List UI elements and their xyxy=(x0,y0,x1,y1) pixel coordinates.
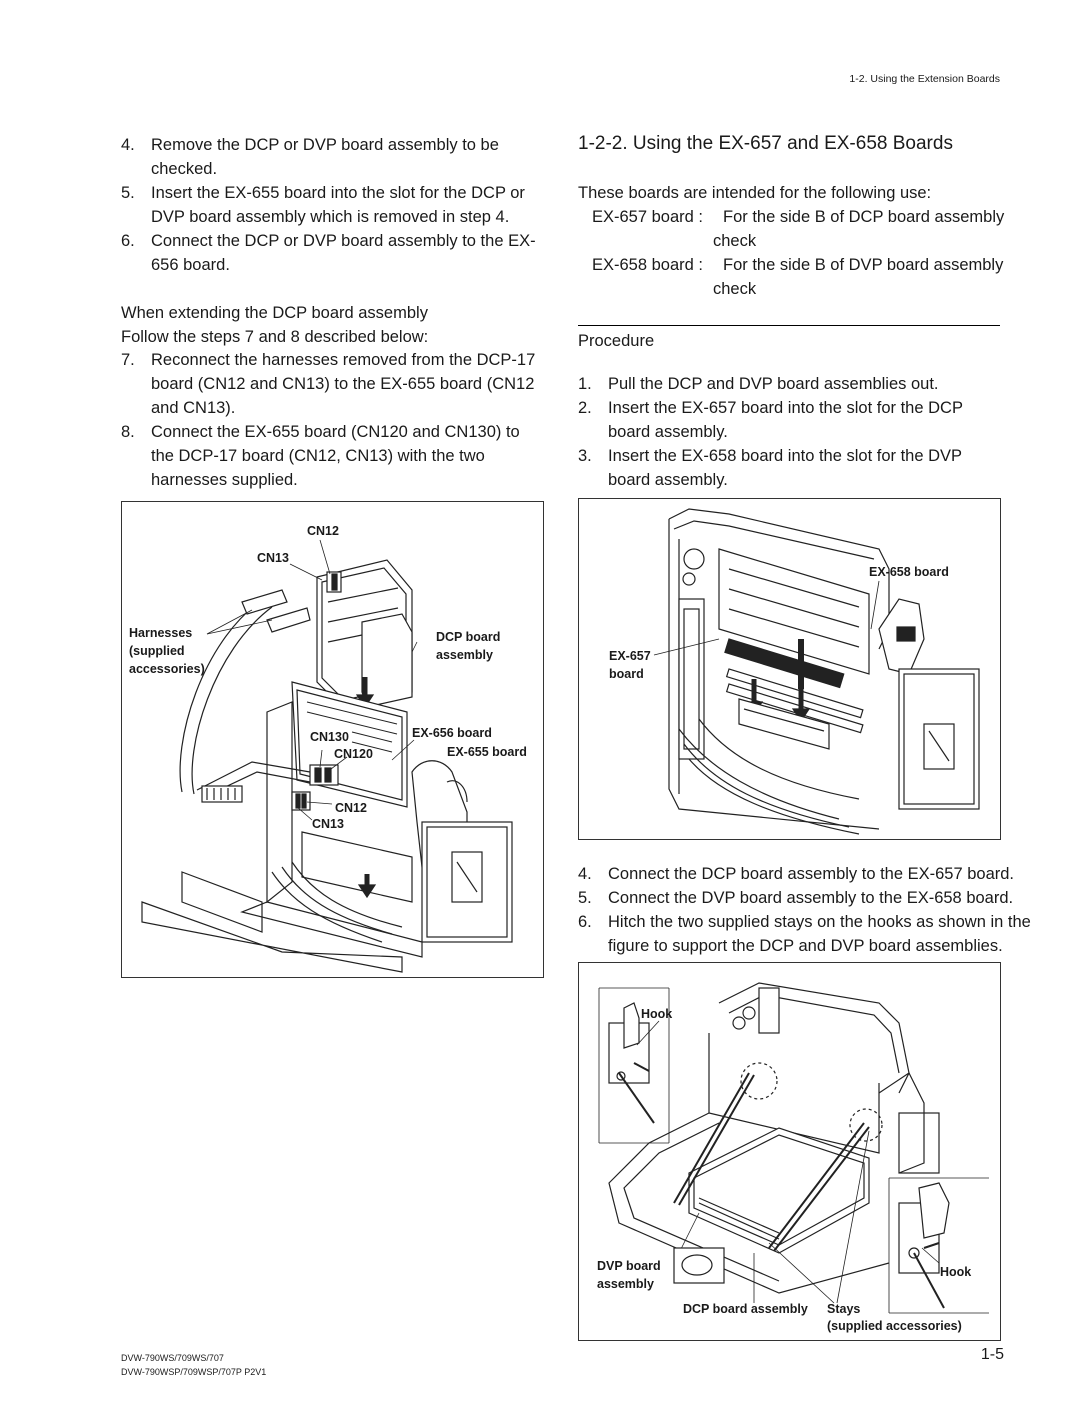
step-number: 5. xyxy=(578,889,592,907)
figure-stays-hooks xyxy=(578,962,1001,1341)
step-number: 6. xyxy=(578,913,592,931)
use-desc: check xyxy=(713,280,757,298)
label-dvp-board: assembly xyxy=(597,1277,654,1291)
step-line: and CN13). xyxy=(151,399,236,417)
step-line: Remove the DCP or DVP board assembly to be xyxy=(151,136,499,154)
use-desc: For the side B of DCP board assembly xyxy=(723,208,1005,226)
section-title: 1-2-2. Using the EX-657 and EX-658 Boards xyxy=(578,133,953,154)
label-hook-right: Hook xyxy=(940,1265,972,1279)
step-line: figure to support the DCP and DVP board assemblies. xyxy=(608,937,1003,955)
label-harnesses: accessories) xyxy=(129,662,205,676)
use-board: EX-658 board : xyxy=(592,256,703,274)
intro-line: When extending the DCP board assembly xyxy=(121,304,428,322)
label-cn120: CN120 xyxy=(334,747,373,761)
figure-ex655-connection xyxy=(121,501,544,978)
step-line: harnesses supplied. xyxy=(151,471,298,489)
intro-line: Follow the steps 7 and 8 described below: xyxy=(121,328,429,346)
label-cn12-bottom: CN12 xyxy=(335,801,367,815)
label-dcp-board: assembly xyxy=(436,648,493,662)
label-dcp-board: DCP board assembly xyxy=(683,1302,808,1316)
step-line: DVP board assembly which is removed in step 4. xyxy=(151,208,510,226)
step-line: Connect the EX-655 board (CN120 and CN130) to xyxy=(151,423,520,441)
step-line: Pull the DCP and DVP board assemblies out. xyxy=(608,375,939,393)
step-line: board assembly. xyxy=(608,423,728,441)
step-line: Connect the DCP board assembly to the EX-657 board. xyxy=(608,865,1015,883)
footer-model: DVW-790WSP/709WSP/707P P2V1 xyxy=(121,1367,267,1377)
intro-text: These boards are intended for the following use: xyxy=(578,184,932,202)
step-line: Connect the DCP or DVP board assembly to the EX- xyxy=(151,232,536,250)
label-harnesses: (supplied xyxy=(129,644,185,658)
step-number: 4. xyxy=(578,865,592,883)
step-line: 656 board. xyxy=(151,256,230,274)
label-ex656: EX-656 board xyxy=(412,726,492,740)
step-line: board assembly. xyxy=(608,471,728,489)
step-number: 7. xyxy=(121,351,135,369)
step-line: Insert the EX-658 board into the slot for the DVP xyxy=(608,447,963,465)
figure-ex657-ex658 xyxy=(578,498,1001,840)
step-line: board (CN12 and CN13) to the EX-655 board (CN12 xyxy=(151,375,535,393)
step-line: Connect the DVP board assembly to the EX-658 board. xyxy=(608,889,1014,907)
footer-model: DVW-790WS/709WS/707 xyxy=(121,1353,224,1363)
label-harnesses: Harnesses xyxy=(129,626,193,640)
label-cn130: CN130 xyxy=(310,730,349,744)
procedure-title: Procedure xyxy=(578,332,655,350)
label-stays: Stays xyxy=(827,1302,861,1316)
step-number: 3. xyxy=(578,447,592,465)
step-number: 6. xyxy=(121,232,135,250)
running-header: 1-2. Using the Extension Boards xyxy=(849,73,1000,85)
step-number: 8. xyxy=(121,423,135,441)
label-ex658: EX-658 board xyxy=(869,565,949,579)
step-number: 5. xyxy=(121,184,135,202)
step-line: Hitch the two supplied stays on the hooks as shown in the xyxy=(608,913,1031,931)
label-ex657: board xyxy=(609,667,644,681)
step-number: 1. xyxy=(578,375,592,393)
label-cn13-bottom: CN13 xyxy=(312,817,344,831)
label-supplied: (supplied accessories) xyxy=(827,1319,962,1333)
step-number: 4. xyxy=(121,136,135,154)
step-line: checked. xyxy=(151,160,218,178)
label-ex655: EX-655 board xyxy=(447,745,527,759)
label-ex657: EX-657 xyxy=(609,649,651,663)
use-desc: For the side B of DVP board assembly xyxy=(723,256,1004,274)
label-hook-top: Hook xyxy=(641,1007,673,1021)
step-line: Insert the EX-657 board into the slot for the DCP xyxy=(608,399,963,417)
step-line: Insert the EX-655 board into the slot for the DCP or xyxy=(151,184,525,202)
step-line: Reconnect the harnesses removed from the DCP-17 xyxy=(151,351,536,369)
step-number: 2. xyxy=(578,399,592,417)
step-line: the DCP-17 board (CN12, CN13) with the two xyxy=(151,447,485,465)
label-cn13-top: CN13 xyxy=(257,551,289,565)
procedure-rule xyxy=(578,325,1000,326)
use-board: EX-657 board : xyxy=(592,208,703,226)
use-desc: check xyxy=(713,232,757,250)
label-dcp-board: DCP board xyxy=(436,630,501,644)
page-number: 1-5 xyxy=(980,1346,1004,1363)
label-cn12-top: CN12 xyxy=(307,524,339,538)
label-dvp-board: DVP board xyxy=(597,1259,661,1273)
